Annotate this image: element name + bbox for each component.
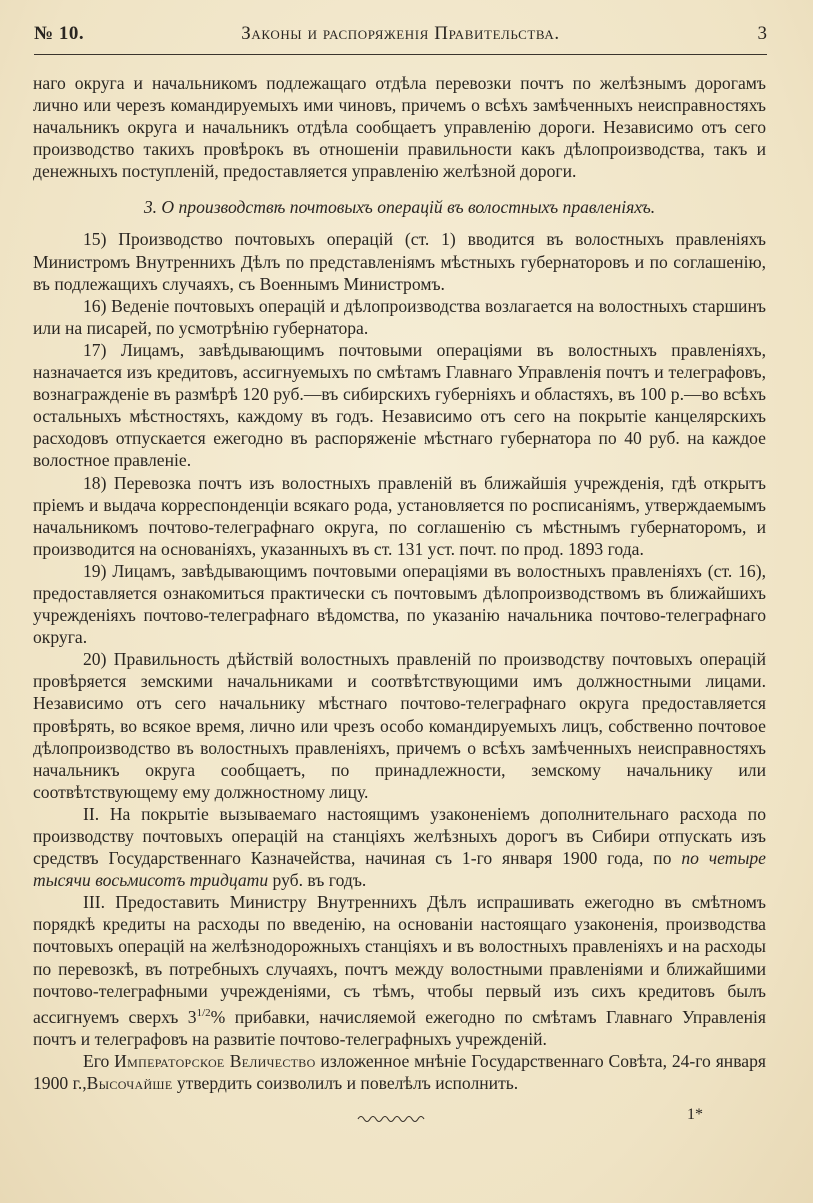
closing-text-a: Его (83, 1050, 115, 1071)
section-II-text: II. На покрытіе вызываемаго настоящимъ узаконеніемъ дополнительнаго расхода по производству почтовыхъ операцій на станціяхъ желѣзныхъ дорогъ въ Сибири отпускать изъ средствъ Государственнаго Казначейства, начиная съ 1-го января 1900 года, по (33, 803, 766, 869)
section-III-percent: % (210, 1006, 226, 1027)
article-15: 15) Производство почтовыхъ операцій (ст. 1) вводится въ волостныхъ правленіяхъ Министромъ Внутреннихъ Дѣлъ по представленіямъ мѣстныхъ губернаторовъ и по соглашенію, въ подлежащихъ случаяхъ, съ Военнымъ Министромъ. (33, 229, 766, 294)
running-header (34, 20, 767, 55)
paragraph-continuation: наго округа и начальникомъ подлежащаго отдѣла перевозки почтъ по желѣзнымъ дорогамъ лично или черезъ командируемыхъ ими чиновъ, причемъ о всѣхъ замѣченныхъ неисправностяхъ начальникъ округа и начальникъ отдѣла сообщаетъ управленію дороги. Независимо отъ сего производство такихъ провѣрокъ въ отношеніи правильности какъ дѣлопроизводства, такъ и денежныхъ поступленій, предоставляется управленію желѣзной дороги. (33, 73, 766, 182)
body-text (33, 72, 766, 1094)
issue-number: № 10. (34, 23, 85, 44)
article-19: 19) Лицамъ, завѣдывающимъ почтовыми операціями въ волостныхъ правленіяхъ (ст. 16), предоставляется ознакомиться практически съ почтовымъ дѣлопроизводствомъ въ ближайшихъ учрежденіяхъ почтово-телеграфнаго вѣдомства, по указанію начальника почтово-телеграфнаго округа. (33, 560, 766, 648)
decorative-swash-divider (356, 1112, 426, 1124)
closing-highest: Высочайше (86, 1072, 173, 1093)
section-subheading: 3. О производствѣ почтовыхъ операцій въ волостныхъ правленіяхъ. (143, 197, 656, 218)
section-II-amount: по четыре тысячи восьмисотъ тридцати (33, 848, 766, 891)
article-16: 16) Веденіе почтовыхъ операцій и дѣлопроизводства возлагается на волостныхъ старшинъ или на писарей, по усмотрѣнію губернатора. (33, 295, 766, 338)
section-II-tail: руб. въ годъ. (268, 870, 367, 891)
section-III (33, 891, 766, 1050)
article-17: 17) Лицамъ, завѣдывающимъ почтовыми операціями въ волостныхъ правленіяхъ, назначается изъ кредитовъ, ассигнуемыхъ по смѣтамъ Главнаго Управленія почтъ и телеграфовъ, вознагражденіе въ размѣрѣ 120 руб.—въ сибирскихъ губерніяхъ и областяхъ, въ 100 р.—во всѣхъ остальныхъ мѣстностяхъ, каждому въ годъ. Независимо отъ сего на покрытіе канцелярскихъ расходовъ отпускается ежегодно въ распоряженіе мѣстнаго губернатора по 40 руб. на каждое волостное правленіе. (33, 339, 766, 471)
page-number: 3 (757, 23, 767, 44)
article-18: 18) Перевозка почтъ изъ волостныхъ правленій въ ближайшія учрежденія, гдѣ открытъ пріемъ и выдача корреспонденціи всякаго рода, установляется по росписаніямъ, утверждаемымъ начальникомъ почтово-телеграфнаго округа, по соглашенію съ мѣстнымъ губернаторомъ, и производится на основаніяхъ, указанныхъ въ ст. 131 уст. почт. по прод. 1893 года. (33, 472, 766, 559)
signature-mark: 1* (687, 1106, 703, 1123)
running-title: Законы и распоряженія Правительства. (241, 23, 560, 44)
section-II (33, 803, 766, 891)
closing-sanction (33, 1050, 766, 1094)
section-III-fraction: 1/2 (196, 1006, 211, 1019)
article-20: 20) Правильность дѣйствій волостныхъ правленій по производству почтовыхъ операцій провѣряется земскими начальниками и соотвѣтствующими имъ должностными лицами. Независимо отъ сего начальнику мѣстнаго почтово-телеграфнаго округа предоставляется провѣрять, во всякое время, лично или чрезъ особо командируемыхъ лицъ, собственно почтовое дѣлопроизводство въ волостныхъ правленіяхъ, причемъ о всѣхъ замѣченныхъ неисправностяхъ начальникъ округа сообщаетъ, по принадлежности, земскому начальнику или соотвѣтствующему ему должностному лицу. (33, 649, 766, 802)
closing-text-c: утвердить соизволилъ и повелѣлъ исполнить. (172, 1072, 519, 1093)
closing-text-b: изложенное мнѣніе Государственнаго Совѣта, 24-го января 1900 г., (33, 1050, 766, 1093)
section-III-text: III. Предоставить Министру Внутреннихъ Дѣлъ испрашивать ежегодно въ смѣтномъ порядкѣ кредиты на расходы по введенію, на основаніи настоящаго узаконенія, производства почтовыхъ операцій на желѣзнодорожныхъ станціяхъ и въ волостныхъ правленіяхъ и на расходы по перевозкѣ, въ потребныхъ случаяхъ, почтъ между волостными правленіями и ближайшими почтово-телеграфными учрежденіями, съ тѣмъ, чтобы первый изъ сихъ кредитовъ былъ ассигнуемъ сверхъ 3 (33, 892, 766, 1027)
section-III-tail: прибавки, начисляемой ежегодно по смѣтамъ Главнаго Управленія почтъ и телеграфовъ на развитіе почтово-телеграфныхъ учрежденій. (33, 1006, 766, 1049)
closing-majesty: Императорское Величество (114, 1050, 316, 1071)
